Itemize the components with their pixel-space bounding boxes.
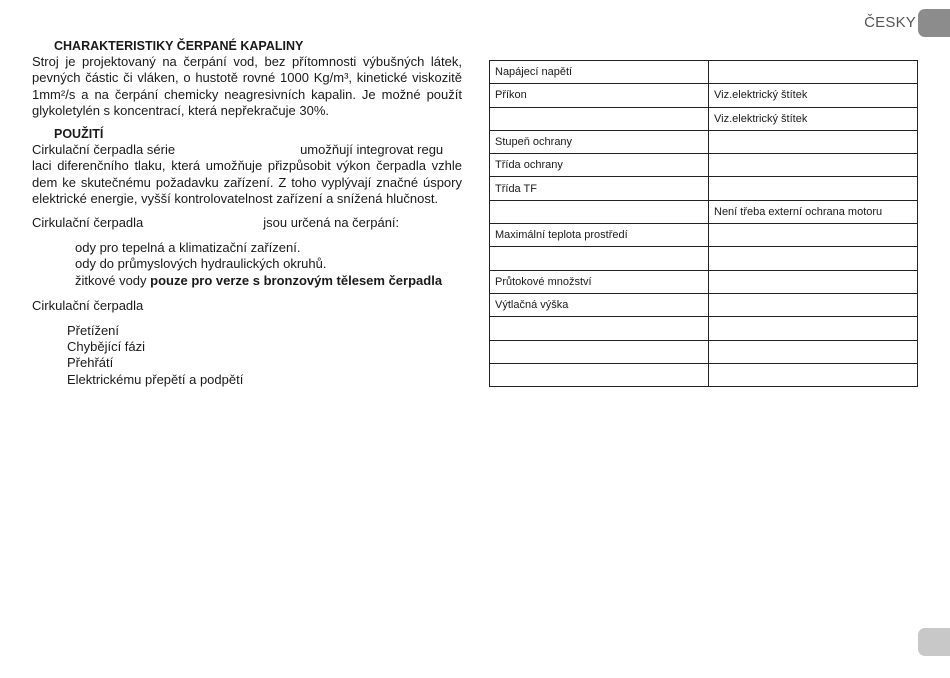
liquid-heading: CHARAKTERISTIKY ČERPANÉ KAPALINY	[54, 39, 304, 53]
language-label: ČESKY	[864, 14, 916, 31]
liquid-text: Stroj je projektovaný na čerpání vod, bez přítomnosti výbušných látek, pevných částic či vláken, o hustotě rovné 1000 Kg/m³, kinetické viskozitě 1mm²/s a na čerpání chemicky neagresivních kapalin. Je možné použít glykoletylén s koncentrací, která nepřekračuje 30%.	[32, 54, 462, 118]
protection-missing-phase: Chybějící fázi	[67, 339, 146, 355]
table-cell-label: Maximální teplota prostředí	[490, 224, 709, 247]
table-row	[490, 224, 918, 247]
table-cell-value	[709, 293, 918, 316]
uses-list	[32, 240, 462, 289]
use-paragraph	[32, 142, 462, 158]
table-row	[490, 363, 918, 386]
table-row	[490, 200, 918, 223]
table-cell-label	[490, 200, 709, 223]
table-cell-value: Není třeba externí ochrana motoru	[709, 200, 918, 223]
table-row	[490, 84, 918, 107]
table-cell-value	[709, 317, 918, 340]
table-cell-label: Průtokové množství	[490, 270, 709, 293]
use-p1-rest: laci diferenčního tlaku, která umožňuje přizpůsobit výkon čerpadla vzhle dem ke skutečnému požadavku zařízení. Z toho vyplývají značné úspory elektrické energie, vyšší kontrolovatelnost zařízení a snížená hlučnost.	[32, 158, 462, 206]
table-row	[490, 107, 918, 130]
table-cell-label: Třída ochrany	[490, 154, 709, 177]
protections-list	[32, 323, 462, 388]
text-column	[32, 38, 462, 388]
table-cell-value	[709, 224, 918, 247]
protection-overload: Přetížení	[67, 323, 120, 339]
table-cell-value	[709, 61, 918, 84]
use-p2-end: jsou určená na čerpání:	[263, 215, 400, 231]
use-p1-start: Cirkulační čerpadla série	[32, 142, 176, 158]
table-cell-label: Třída TF	[490, 177, 709, 200]
use-p3: Cirkulační čerpadla	[32, 297, 144, 313]
table-cell-value: Viz.elektrický štítek	[709, 107, 918, 130]
table-row	[490, 340, 918, 363]
table-row	[490, 317, 918, 340]
use-heading: POUŽITÍ	[54, 127, 104, 142]
table-cell-label	[490, 107, 709, 130]
table-row	[490, 247, 918, 270]
table-cell-value	[709, 340, 918, 363]
spec-table	[489, 60, 918, 387]
table-cell-value	[709, 363, 918, 386]
table-cell-label	[490, 317, 709, 340]
table-cell-value	[709, 247, 918, 270]
protection-voltage: Elektrickému přepětí a podpětí	[67, 371, 244, 387]
table-cell-label: Výtlačná výška	[490, 293, 709, 316]
use-p2	[32, 215, 462, 231]
protection-overheating: Přehřátí	[67, 355, 114, 371]
table-row	[490, 177, 918, 200]
use-item-domestic-text: žitkové vody	[75, 272, 147, 288]
table-row	[490, 130, 918, 153]
page-number-tab	[918, 628, 950, 656]
table-cell-label: Příkon	[490, 84, 709, 107]
table-cell-label: Napájecí napětí	[490, 61, 709, 84]
table-cell-value	[709, 130, 918, 153]
table-cell-label	[490, 340, 709, 363]
use-item-domestic	[75, 273, 462, 289]
use-p2-start: Cirkulační čerpadla	[32, 215, 144, 231]
table-row	[490, 270, 918, 293]
use-item-heating: ody pro tepelná a klimatizační zařízení.	[75, 240, 301, 256]
use-item-industrial: ody do průmyslových hydraulických okruhů.	[75, 256, 327, 272]
table-cell-value	[709, 154, 918, 177]
table-cell-value: Viz.elektrický štítek	[709, 84, 918, 107]
table-row	[490, 293, 918, 316]
table-row	[490, 154, 918, 177]
table-cell-label: Stupeň ochrany	[490, 130, 709, 153]
use-item-domestic-bold: pouze pro verze s bronzovým tělesem čerpadla	[150, 272, 443, 288]
table-cell-label	[490, 363, 709, 386]
table-cell-value	[709, 270, 918, 293]
language-tab	[918, 9, 950, 37]
table-cell-value	[709, 177, 918, 200]
table-row	[490, 61, 918, 84]
table-cell-label	[490, 247, 709, 270]
use-p1-mid: umožňují integrovat regu	[300, 142, 444, 158]
